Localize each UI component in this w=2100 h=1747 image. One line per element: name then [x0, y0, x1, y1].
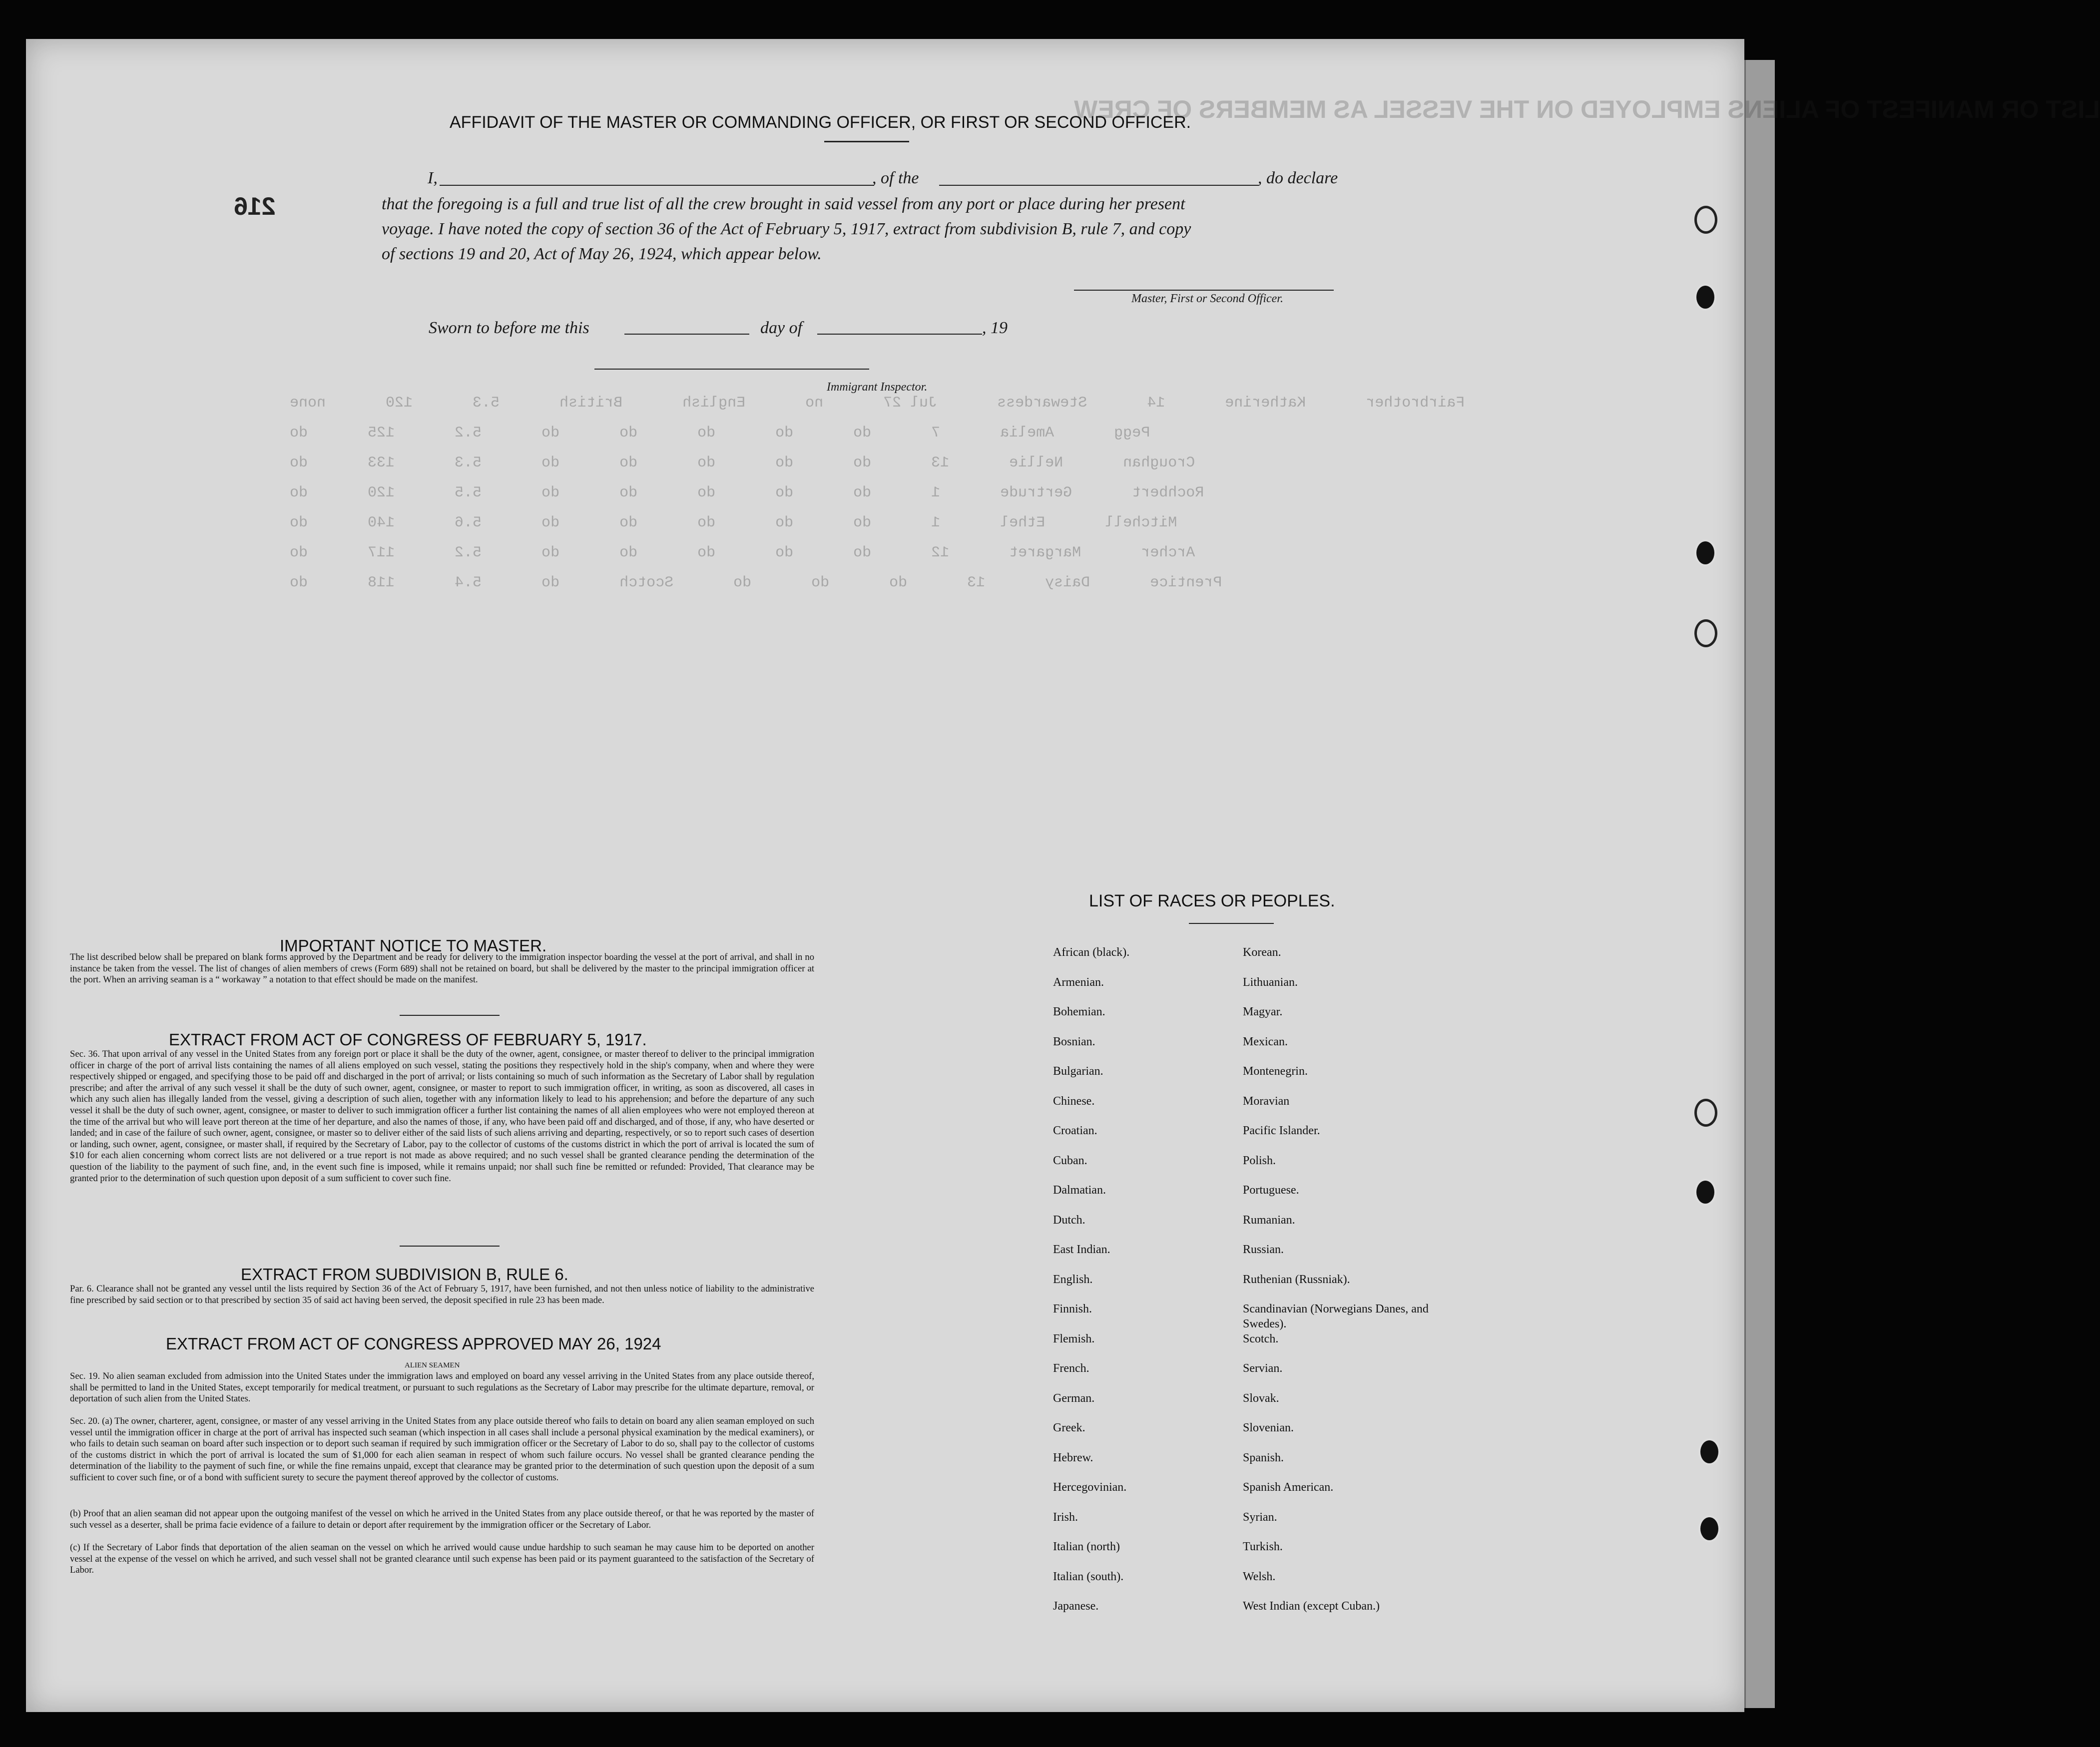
sworn-day-blank[interactable] — [624, 334, 749, 335]
race-item: East Indian. — [1053, 1243, 1110, 1256]
race-item: Rumanian. — [1243, 1213, 1295, 1227]
race-item: Syrian. — [1243, 1510, 1277, 1524]
bleed-through-cell: do — [697, 484, 716, 501]
bleed-through-row — [290, 484, 1204, 501]
bleed-through-cell: Fairbrother — [1366, 395, 1465, 412]
affidavit-of-the: , of the — [872, 169, 919, 187]
bleed-through-cell: 5.2 — [455, 544, 482, 561]
page-number: 216 — [234, 192, 276, 220]
bleed-through-cell: 125 — [368, 425, 395, 441]
bleed-through-row — [290, 514, 1177, 531]
race-item: Hebrew. — [1053, 1451, 1093, 1464]
bleed-through-cell: 13 — [931, 454, 950, 471]
bleed-through-cell: do — [853, 454, 872, 471]
bleed-through-cell: Ethel — [1000, 514, 1046, 531]
extract-1924-sec20c: (c) If the Secretary of Labor finds that deportation of the alien seaman on the vessel on which he arrived would cause undue hardship to such seaman he may cause him to be deported on another vessel at the expense of the vessel on which he arrived, and such vessel shall not be granted clearance until such expense has been paid or its payment guaranteed to the satisfaction of the Secretary of Labor. — [70, 1542, 814, 1576]
races-list — [1053, 945, 1453, 1629]
master-signature-label: Master, First or Second Officer. — [1131, 292, 1283, 305]
extract-1924-title: EXTRACT FROM ACT OF CONGRESS APPROVED MAY 26, 1924 — [166, 1334, 661, 1353]
sworn-day-of: day of — [760, 319, 803, 337]
race-item: Servian. — [1243, 1362, 1283, 1375]
bleed-through-cell: no — [805, 395, 824, 412]
bleed-through-row — [290, 395, 1465, 412]
race-item: Russian. — [1243, 1243, 1284, 1256]
adjacent-page-edge — [1744, 60, 1775, 1708]
bleed-through-cell: Amelia — [1000, 425, 1054, 441]
bleed-through-cell: Stewardess — [997, 395, 1087, 412]
race-item: Bohemian. — [1053, 1005, 1105, 1018]
races-title: LIST OF RACES OR PEOPLES. — [1089, 891, 1335, 910]
race-item: Chinese. — [1053, 1094, 1095, 1108]
race-item: Greek. — [1053, 1421, 1085, 1434]
bleed-through-cell: 5.2 — [455, 425, 482, 441]
race-item: French. — [1053, 1362, 1089, 1375]
declarant-name-blank[interactable] — [440, 185, 874, 186]
bleed-through-cell: 117 — [368, 544, 395, 561]
bleed-through-cell: Scotch — [619, 574, 674, 591]
binder-hole — [1698, 1515, 1720, 1542]
bleed-through-cell: do — [619, 484, 638, 501]
bleed-through-cell: do — [697, 544, 716, 561]
race-item: Turkish. — [1243, 1540, 1283, 1553]
bleed-through-cell: do — [697, 425, 716, 441]
bleed-through-cell: do — [541, 484, 560, 501]
bleed-through-cell: 12 — [931, 544, 950, 561]
affidavit-do-declare: , do declare — [1258, 169, 1338, 187]
bleed-through-cell: do — [889, 574, 908, 591]
affidavit-line-3: voyage. I have noted the copy of section 36 of the Act of February 5, 1917, extract from subdivision B, rule 7, and copy — [382, 220, 1191, 238]
sworn-prefix: Sworn to before me this — [429, 319, 589, 337]
race-item: Moravian — [1243, 1094, 1290, 1108]
race-item: Korean. — [1243, 946, 1281, 959]
bleed-through-cell: do — [290, 454, 308, 471]
bleed-through-cell: do — [697, 514, 716, 531]
master-signature-blank[interactable] — [1074, 290, 1334, 291]
bleed-through-cell: do — [619, 544, 638, 561]
race-item: Flemish. — [1053, 1332, 1095, 1345]
bleed-through-cell: do — [811, 574, 830, 591]
sworn-year: , 19 — [982, 319, 1008, 337]
race-item: Irish. — [1053, 1510, 1078, 1524]
binder-hole — [1694, 284, 1716, 311]
race-item: Spanish American. — [1243, 1481, 1334, 1494]
bleed-through-cell: do — [697, 454, 716, 471]
rule-2 — [400, 1246, 500, 1247]
race-item: Bosnian. — [1053, 1035, 1095, 1048]
bleed-through-cell: none — [290, 395, 326, 412]
race-item: Croatian. — [1053, 1124, 1097, 1137]
race-item: West Indian (except Cuban.) — [1243, 1600, 1380, 1613]
bleed-through-cell: do — [775, 484, 794, 501]
notice-title: IMPORTANT NOTICE TO MASTER. — [280, 936, 547, 955]
bleed-through-cell: English — [682, 395, 746, 412]
bleed-through-cell: 1 — [931, 514, 941, 531]
bleed-through-cell: do — [619, 514, 638, 531]
bleed-through-cell: do — [775, 454, 794, 471]
bleed-through-cell: 7 — [931, 425, 941, 441]
extract-1917-title: EXTRACT FROM ACT OF CONGRESS OF FEBRUARY 5, 1917. — [169, 1030, 647, 1049]
extract-1917-text: Sec. 36. That upon arrival of any vessel in the United States from any foreign port or place it shall be the duty of the owner, agent, consignee, or master thereof to deliver to the principal immigration officer in charge of the port of arrival lists containing the names of all aliens employed on such vessel, stating the positions they respectively hold in the ship's company, when and where they were respectively shipped or engaged, and specifying those to be paid off and discharged in the port of arrival; or lists containing so much of such information as the Secretary of Labor shall by regulation prescribe; and after the arrival of any such vessel it shall be the duty of such owner, agent, consignee, or master to report to such immigration officer, in writing, as soon as discovered, all cases in which any such alien has illegally landed from the vessel, giving a description of such alien, together with any information likely to lead to his apprehension; and before the departure of any such vessel it shall be the duty of such owner, agent, consignee, or master to deliver to such immigration officer a further list containing the names of all alien employees who were not employed thereon at the time of the arrival but who will leave port thereon at the time of her departure, and also the names of those, if any, who have been paid off and discharged, and of those, if any, who have deserted or landed; and in case of the failure of such owner, agent, consignee, or master so to deliver either of the said lists of such aliens arriving and departing, respectively, or so to report such cases of desertion or landing, such owner, agent, consignee, or master shall, if required by the Secretary of Labor, pay to the collector of customs of the customs district in which the port of arrival is located the sum of $10 for each alien concerning whom correct lists are not delivered or a true report is not made as above required; and no such vessel shall be granted clearance pending the determination of the question of the liability to the payment of such fine, and, in the event such fine is imposed, while it remains unpaid; nor shall such fine be remitted or refunded: Provided, That clearance may be granted prior to the determination of such question upon deposit of a sum sufficient to cover such fine. — [70, 1049, 814, 1184]
bleed-through-row — [290, 544, 1195, 561]
bleed-through-cell: 133 — [368, 454, 395, 471]
bleed-through-row — [290, 574, 1222, 591]
bleed-through-cell: 1 — [931, 484, 941, 501]
extract-1924-sec20b: (b) Proof that an alien seaman did not appear upon the outgoing manifest of the vessel on which he arrived in the United States from any place outside thereof, or that he was reported by the master of such vessel as a deserter, shall be prima facie evidence of a failure to detain or deport after requirement by the immigration officer or the Secretary of Labor. — [70, 1508, 814, 1530]
bleed-through-cell: 5.5 — [455, 484, 482, 501]
bleed-through-cell: do — [290, 544, 308, 561]
bleed-through-cell: do — [541, 574, 560, 591]
bleed-through-cell: 5.3 — [473, 395, 500, 412]
bleed-through-cell: do — [853, 484, 872, 501]
race-item: Japanese. — [1053, 1600, 1099, 1613]
extract-1924-subtitle: ALIEN SEAMEN — [405, 1361, 460, 1369]
bleed-through-cell: 120 — [368, 484, 395, 501]
bleed-through-cell: Mitchell — [1105, 514, 1177, 531]
rule-1 — [400, 1015, 500, 1016]
race-item: Welsh. — [1243, 1570, 1276, 1583]
binder-hole — [1698, 1438, 1720, 1465]
affidavit-title-rule — [824, 141, 909, 142]
extract-rule6-title: EXTRACT FROM SUBDIVISION B, RULE 6. — [241, 1265, 568, 1284]
bleed-through-cell: British — [559, 395, 623, 412]
race-item: Portuguese. — [1243, 1184, 1299, 1197]
race-item: Dutch. — [1053, 1213, 1085, 1227]
bleed-through-cell: do — [290, 574, 308, 591]
race-item: German. — [1053, 1391, 1095, 1405]
affidavit-line-2: that the foregoing is a full and true list of all the crew brought in said vessel from any port or place during her present — [382, 195, 1185, 213]
binder-hole — [1694, 206, 1717, 234]
race-item: Spanish. — [1243, 1451, 1284, 1464]
sworn-month-blank[interactable] — [817, 334, 982, 335]
bleed-through-cell: do — [853, 544, 872, 561]
bleed-through-cell: 118 — [368, 574, 395, 591]
race-item: Slovak. — [1243, 1391, 1279, 1405]
bleed-through-cell: Jul 27 — [883, 395, 938, 412]
race-item: Italian (north) — [1053, 1540, 1120, 1553]
bleed-through-cell: do — [775, 425, 794, 441]
race-item: Cuban. — [1053, 1154, 1087, 1167]
race-item: Ruthenian (Russniak). — [1243, 1273, 1350, 1286]
vessel-name-blank[interactable] — [939, 185, 1259, 186]
bleed-through-cell: do — [290, 514, 308, 531]
extract-1924-sec19: Sec. 19. No alien seaman excluded from admission into the United States under the immigration laws and employed on board any vessel arriving in the United States from any place outside thereof, shall be permitted to land in the United States, except temporarily for medical treatment, or pursuant to such regulations as the Secretary of Labor may prescribe for the ultimate departure, removal, or deportation of such alien from the United States. — [70, 1371, 814, 1404]
bleed-through-cell: do — [541, 454, 560, 471]
bleed-through-row — [290, 425, 1150, 441]
bleed-through-cell: 5.6 — [455, 514, 482, 531]
bleed-through-cell: 120 — [386, 395, 413, 412]
race-item: Dalmatian. — [1053, 1184, 1106, 1197]
bleed-through-cell: do — [290, 484, 308, 501]
binder-hole — [1694, 1099, 1717, 1127]
race-item: Bulgarian. — [1053, 1065, 1103, 1078]
race-item: Montenegrin. — [1243, 1065, 1308, 1078]
bleed-through-cell: 13 — [967, 574, 986, 591]
inspector-signature-blank[interactable] — [594, 369, 869, 370]
bleed-through-cell: do — [619, 425, 638, 441]
bleed-through-cell: Daisy — [1045, 574, 1090, 591]
bleed-through-cell: Nellie — [1009, 454, 1063, 471]
bleed-through-cell: 140 — [368, 514, 395, 531]
bleed-through-cell: do — [853, 425, 872, 441]
bleed-through-cell: Pegg — [1114, 425, 1150, 441]
race-item: Italian (south). — [1053, 1570, 1124, 1583]
bleed-through-cell: do — [775, 514, 794, 531]
race-item: Slovenian. — [1243, 1421, 1294, 1434]
bleed-through-cell: Prentice — [1150, 574, 1222, 591]
race-item: Pacific Islander. — [1243, 1124, 1320, 1137]
extract-rule6-text: Par. 6. Clearance shall not be granted any vessel until the lists required by Section 36 of the Act of February 5, 1917, have been furnished, and not then unless notice of liability to the administrative fine prescribed by said section or to that prescribed by section 35 of said act having been served, the deposit specified in rule 23 has been made. — [70, 1284, 814, 1306]
bleed-through-cell: Katherine — [1225, 395, 1306, 412]
binder-hole — [1694, 539, 1716, 566]
race-item: Armenian. — [1053, 975, 1104, 989]
bleed-through-cell: do — [733, 574, 752, 591]
races-title-rule — [1189, 923, 1274, 924]
bleed-through-cell: do — [290, 425, 308, 441]
bleed-through-cell: do — [541, 544, 560, 561]
bleed-through-cell: do — [619, 454, 638, 471]
affidavit-title: AFFIDAVIT OF THE MASTER OR COMMANDING OFFICER, OR FIRST OR SECOND OFFICER. — [450, 113, 1191, 132]
bleed-through-cell: do — [541, 425, 560, 441]
race-item: Polish. — [1243, 1154, 1276, 1167]
bleed-through-cell: do — [775, 544, 794, 561]
bleed-through-cell: do — [853, 514, 872, 531]
race-item: Magyar. — [1243, 1005, 1283, 1018]
inspector-signature-label: Immigrant Inspector. — [827, 381, 928, 394]
race-item: Scotch. — [1243, 1332, 1279, 1345]
bleed-through-cell: Rochbert — [1132, 484, 1204, 501]
race-item: Lithuanian. — [1243, 975, 1298, 989]
affidavit-i: I, — [428, 169, 438, 187]
race-item: African (black). — [1053, 946, 1130, 959]
race-item: Mexican. — [1243, 1035, 1288, 1048]
affidavit-line-4: of sections 19 and 20, Act of May 26, 1924, which appear below. — [382, 245, 822, 263]
race-item: Finnish. — [1053, 1303, 1092, 1315]
bleed-through-cell: do — [541, 514, 560, 531]
race-item: Scandinavian (Norwegians Danes, and Swedes). — [1243, 1303, 1429, 1330]
bleed-through-cell: 5.3 — [455, 454, 482, 471]
race-item: English. — [1053, 1273, 1093, 1286]
extract-1924-sec20a: Sec. 20. (a) The owner, charterer, agent, consignee, or master of any vessel arriving in the United States from any place outside thereof who fails to detain on board any alien seaman employed on such vessel until the immigration officer in charge at the port of arrival has inspected such seaman (which inspection in all cases shall include a personal physical examination by the medical examiners), or who fails to detain such seaman on board after such inspection or to deport such seaman if required by such immigration officer or the Secretary of Labor to do so, shall pay to the collector of customs of the customs district in which the port of arrival is located the sum of $1,000 for each alien seaman in respect of whom such failure occurs. No vessel shall be granted clearance pending the determination of the liability to the payment of such fine, or while the fine remains unpaid, except that clearance may be granted prior to the determination of such question upon the deposit of a sum sufficient to cover such fine, or of a bond with sufficient surety to secure the payment thereof approved by the collector of customs. — [70, 1416, 814, 1483]
bleed-through-title: LIST OR MANIFEST OF ALIENS EMPLOYED ON THE VESSEL AS MEMBERS OF CREW — [1074, 95, 2100, 123]
bleed-through-cell: Gertrude — [1000, 484, 1072, 501]
bleed-through-cell: 14 — [1147, 395, 1165, 412]
notice-text: The list described below shall be prepared on blank forms approved by the Department and be ready for delivery to the immigration inspector boarding the vessel at the port of arrival, and shall in no instance be taken from the vessel. The list of changes of alien members of crews (Form 689) shall not be retained on board, but shall be delivered by the master to the principal immigration officer at the port. When an arriving seaman is a “ workaway ” a notation to that effect should be made on the manifest. — [70, 952, 814, 985]
race-item: Hercegovinian. — [1053, 1481, 1127, 1494]
bleed-through-cell: 5.4 — [455, 574, 482, 591]
bleed-through-cell: Croughan — [1123, 454, 1195, 471]
binder-hole — [1694, 1179, 1716, 1206]
bleed-through-row — [290, 454, 1195, 471]
binder-hole — [1694, 619, 1717, 647]
bleed-through-cell: Archer — [1141, 544, 1195, 561]
bleed-through-cell: Margaret — [1009, 544, 1081, 561]
